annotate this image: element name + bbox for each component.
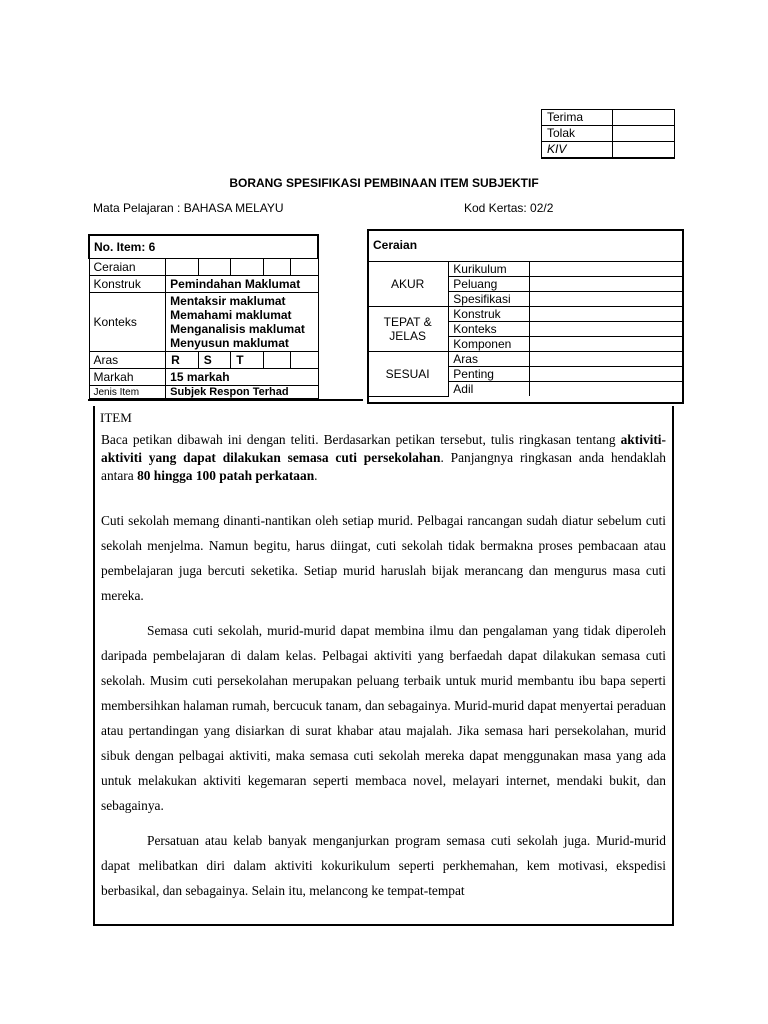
status-row-kiv [542, 142, 675, 159]
criterion-komponen: Komponen [449, 337, 529, 352]
ceraian-box-5[interactable] [291, 259, 318, 276]
konteks-values [166, 293, 318, 352]
aras-box-t[interactable]: T [231, 352, 264, 369]
konteks-row [89, 293, 318, 352]
status-label-kiv: KIV [542, 142, 613, 159]
ceraian-title: Ceraian [373, 238, 418, 252]
aras-box-r[interactable]: R [166, 352, 199, 369]
konstruk-label: Konstruk [89, 276, 166, 293]
criterion-kurikulum: Kurikulum [449, 262, 529, 277]
passage-paragraph-2: Semasa cuti sekolah, murid-murid dapat membina ilmu dan pengalaman yang tidak diperoleh daripada pembelajaran di dalam kelas. Pelbagai aktiviti yang berfaedah dapat dilakukan semasa cuti sekolah. Musim cuti persekolahan merupakan peluang terbaik untuk murid membantu ibu bapa seperti membersihkan halaman rumah, bercucuk tanam, dan sebagainya. Murid-murid dapat menyertai peraduan atau pertandingan yang disiarkan di surat khabar atau majalah. Jika semasa hari persekolahan, murid sibuk dengan pelbagai aktiviti, maka semasa cuti sekolah mereka dapat menggunakan masa yang ada untuk melakukan aktiviti kegemaran seperti membaca novel, melayari internet, mendaki bukit, dan sebagainya. [101, 623, 666, 813]
konteks-value-1: Mentaksir maklumat [170, 294, 286, 308]
ceraian-row-kurikulum [367, 262, 684, 277]
status-row-terima [542, 110, 675, 126]
ceraian-row-konstruk [367, 307, 684, 322]
passage-paragraph-1: Cuti sekolah memang dinanti-nantikan oleh setiap murid. Pelbagai rancangan sudah diatur sebelum cuti sekolah menjelma. Namun begitu, harus diingat, cuti sekolah tidak bermakna proses pembacaan atau pembelajaran juga bercuti seketika. Setiap murid haruslah bijak merancang dan mengurus masa cuti mereka. [101, 513, 666, 603]
status-mark-terima[interactable] [613, 110, 675, 126]
instruction-bold-2: 80 hingga 100 patah perkataan [137, 468, 315, 483]
criterion-konstruk: Konstruk [449, 307, 529, 322]
item-spec-table [88, 234, 319, 399]
mark-konstruk[interactable] [529, 307, 684, 322]
instruction-part-1: Baca petikan dibawah ini dengan teliti. Berdasarkan petikan tersebut, tulis ringkasan tentang [101, 432, 621, 447]
item-label: ITEM [100, 410, 132, 425]
mark-peluang[interactable] [529, 277, 684, 292]
aras-box-5[interactable] [291, 352, 318, 369]
ceraian-box-2[interactable] [198, 259, 231, 276]
mark-penting[interactable] [529, 367, 684, 382]
status-row-tolak [542, 126, 675, 142]
aras-box-4[interactable] [263, 352, 290, 369]
criterion-adil: Adil [449, 382, 529, 397]
markah-row [89, 369, 318, 386]
ceraian-label: Ceraian [89, 259, 166, 276]
konteks-value-2: Memahami maklumat [170, 308, 292, 322]
aras-box-s[interactable]: S [198, 352, 231, 369]
ceraian-box-4[interactable] [263, 259, 290, 276]
status-label-tolak: Tolak [542, 126, 613, 142]
markah-value: 15 markah [166, 369, 318, 386]
group-sesuai: SESUAI [367, 352, 449, 397]
passage-paragraph-3: Persatuan atau kelab banyak menganjurkan program semasa cuti sekolah juga. Murid-murid dapat melibatkan diri dalam aktiviti kokurikulum seperti perkhemahan, kem motivasi, ekspedisi berbasikal, dan sebagainya. Selain itu, melancong ke tempat-tempat [101, 833, 666, 898]
group-tepat-jelas-line-1: TEPAT & [383, 315, 432, 329]
instruction-part-2: . Panjangnya ringkasan anda hendaklah antara [101, 450, 666, 483]
jenis-item-row [89, 386, 318, 399]
konteks-value-4: Menyusun maklumat [170, 336, 289, 350]
review-status-table [541, 109, 675, 159]
status-label-terima: Terima [542, 110, 613, 126]
ceraian-row-aras [367, 352, 684, 367]
group-tepat-jelas [367, 307, 449, 352]
question-instruction [101, 431, 666, 485]
reading-passage [101, 508, 666, 913]
paper-code: Kod Kertas: 02/2 [464, 201, 554, 215]
criterion-spesifikasi: Spesifikasi [449, 292, 529, 307]
mark-konteks[interactable] [529, 322, 684, 337]
item-number-row [89, 235, 318, 259]
aras-label: Aras [89, 352, 166, 369]
form-title: BORANG SPESIFIKASI PEMBINAAN ITEM SUBJEKTIF [229, 176, 539, 190]
mark-spesifikasi[interactable] [529, 292, 684, 307]
konstruk-row [89, 276, 318, 293]
konstruk-value: Pemindahan Maklumat [166, 276, 318, 293]
jenis-item-value: Subjek Respon Terhad [166, 386, 318, 399]
status-mark-kiv[interactable] [613, 142, 675, 159]
instruction-bold-1: aktiviti-aktiviti yang dapat dilakukan semasa cuti persekolahan [101, 432, 666, 465]
group-tepat-jelas-line-2: JELAS [389, 329, 426, 343]
mark-kurikulum[interactable] [529, 262, 684, 277]
criterion-aras: Aras [449, 352, 529, 367]
item-number: No. Item: 6 [89, 235, 318, 259]
ceraian-box-3[interactable] [231, 259, 264, 276]
ceraian-row [89, 259, 318, 276]
subject-line: Mata Pelajaran : BAHASA MELAYU [93, 201, 284, 215]
ceraian-checklist-table [367, 261, 684, 397]
mark-adil[interactable] [529, 382, 684, 397]
mark-aras[interactable] [529, 352, 684, 367]
criterion-konteks: Konteks [449, 322, 529, 337]
instruction-part-3: . [314, 468, 318, 483]
mark-komponen[interactable] [529, 337, 684, 352]
ceraian-box-1[interactable] [166, 259, 199, 276]
question-frame-top-rule [88, 399, 363, 401]
jenis-item-label: Jenis Item [89, 386, 166, 399]
status-mark-tolak[interactable] [613, 126, 675, 142]
criterion-peluang: Peluang [449, 277, 529, 292]
konteks-value-3: Menganalisis maklumat [170, 322, 305, 336]
criterion-penting: Penting [449, 367, 529, 382]
aras-row [89, 352, 318, 369]
konteks-label: Konteks [89, 293, 166, 352]
group-akur: AKUR [367, 262, 449, 307]
markah-label: Markah [89, 369, 166, 386]
